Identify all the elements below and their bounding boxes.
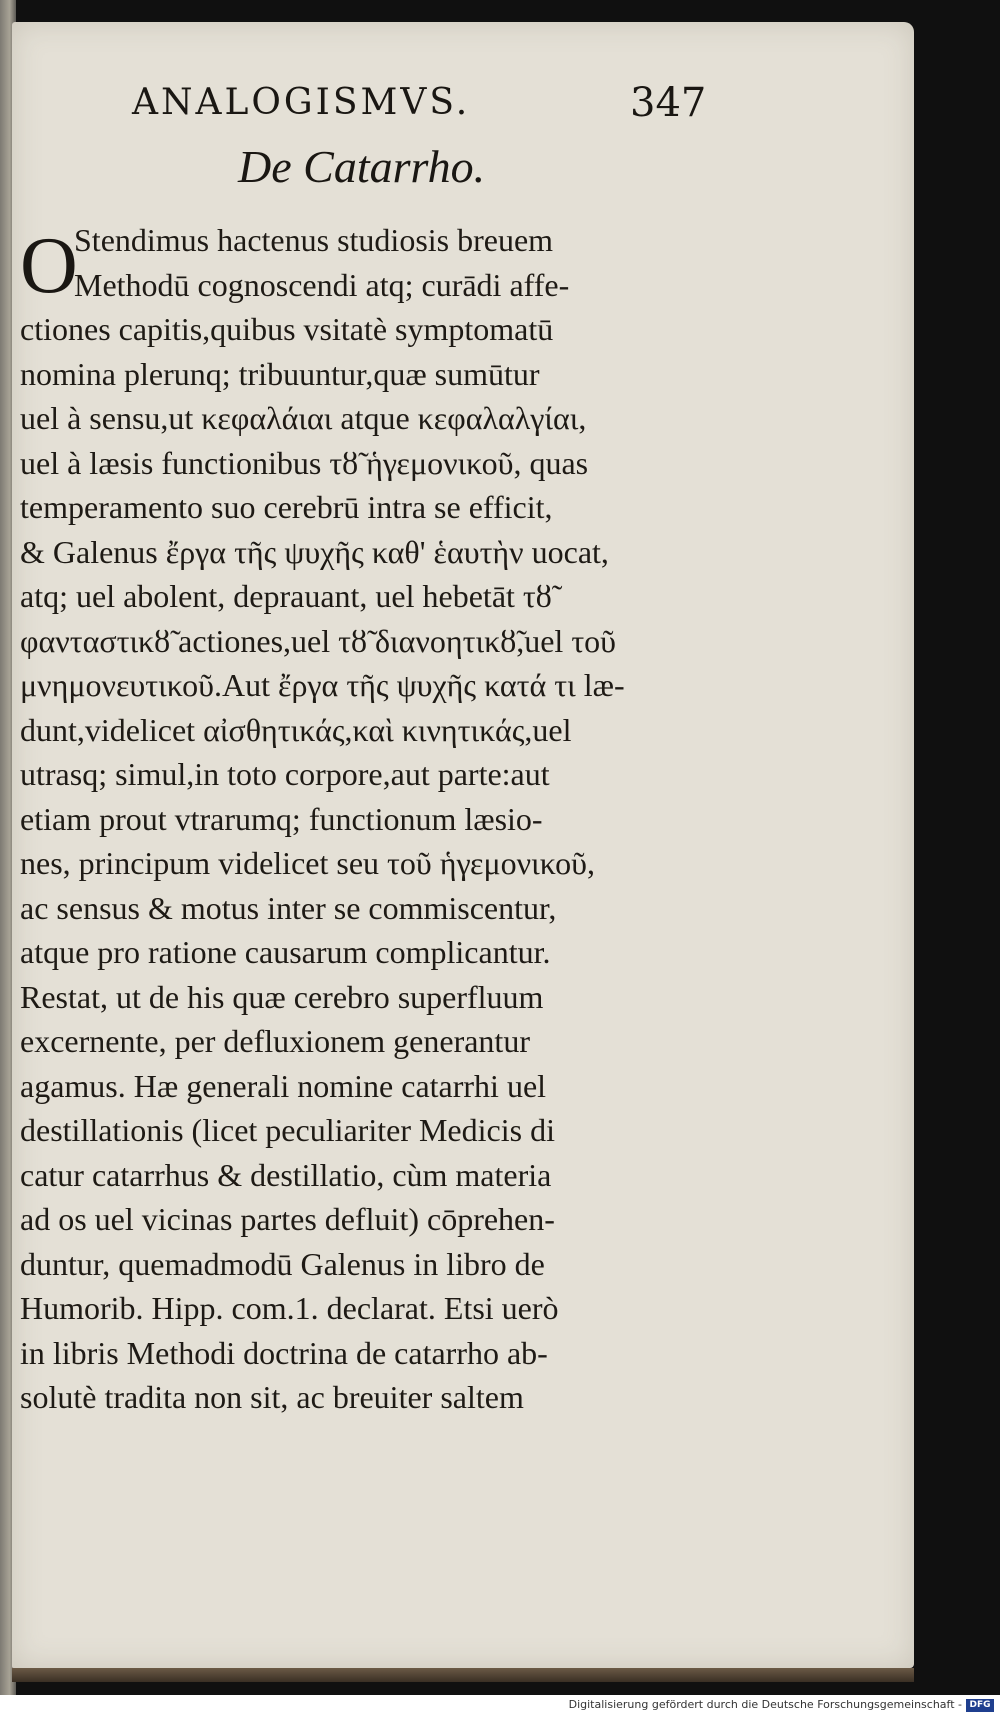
text-line: dunt,videlicet αἰσθητικάς,καὶ κινητικάς,uel (20, 711, 572, 748)
funding-credit: Digitalisierung gefördert durch die Deutsche Forschungsgemeinschaft - (568, 1698, 962, 1711)
text-line: etiam prout vtrarumq; functionum læsio- (20, 800, 543, 837)
text-line: μνημονευτικοῦ.Aut ἔργα τῆς ψυχῆς κατά τι læ- (20, 667, 625, 703)
text-line: φανταστικȣ̃ actiones,uel τȣ̃ διανοητικȣ̃,uel τοῦ (20, 622, 617, 659)
text-line: excernente, per defluxionem generantur (20, 1023, 530, 1059)
body-text (20, 218, 732, 1420)
text-line: ctiones capitis,quibus vsitatè symptomatū (20, 311, 554, 347)
text-line: uel à sensu,ut κεφαλάιαι atque κεφαλαλγίαι, (20, 400, 587, 436)
text-line: catur catarrhus & destillatio, cùm materia (20, 1156, 552, 1193)
running-head: ANALOGISMVS. (132, 82, 471, 123)
text-line: Restat, ut de his quæ cerebro superfluum (20, 978, 544, 1015)
text-line: atque pro ratione causarum complicantur. (20, 934, 551, 970)
text-line: ac sensus & motus inter se commiscentur, (20, 889, 557, 926)
page-number: 347 (630, 80, 707, 126)
text-line: nomina plerunq; tribuuntur,quæ sumūtur (20, 355, 540, 392)
text-line: duntur, quemadmodū Galenus in libro de (20, 1245, 545, 1282)
text-line: uel à læsis functionibus τȣ̃ ἡγεμονικοῦ, quas (20, 444, 589, 481)
text-line: ad os uel vicinas partes defluit) cōprehen- (20, 1201, 555, 1237)
dfg-logo-icon: DFG (966, 1699, 994, 1712)
text-line: nes, principum videlicet seu τοῦ ἡγεμονικοῦ, (20, 845, 595, 881)
footer-strip (0, 1695, 1000, 1717)
drop-capital: O (20, 222, 78, 310)
text-line: atq; uel abolent, deprauant, uel hebetāt τȣ̃ (20, 578, 552, 614)
text-line: solutè tradita non sit, ac breuiter saltem (20, 1379, 524, 1415)
text-line: Stendimus hactenus studiosis breuem (74, 222, 554, 258)
text-line: utrasq; simul,in toto corpore,aut parte:aut (20, 756, 550, 792)
text-line: temperamento suo cerebrū intra se efficit, (20, 489, 553, 525)
text-line: Humorib. Hipp. com.1. declarat. Etsi uerò (20, 1290, 559, 1326)
text-line: destillationis (licet peculiariter Medicis di (20, 1112, 555, 1148)
text-line: Methodū cognoscendi atq; curādi affe- (74, 266, 570, 303)
section-title: De Catarrho. (238, 141, 486, 192)
text-line: & Galenus ἔργα τῆς ψυχῆς καθ' ἑαυτὴν uocat, (20, 533, 609, 570)
page-bottom-edge (12, 1668, 914, 1682)
text-line: in libris Methodi doctrina de catarrho ab- (20, 1334, 548, 1371)
text-line: agamus. Hæ generali nomine catarrhi uel (20, 1067, 547, 1104)
